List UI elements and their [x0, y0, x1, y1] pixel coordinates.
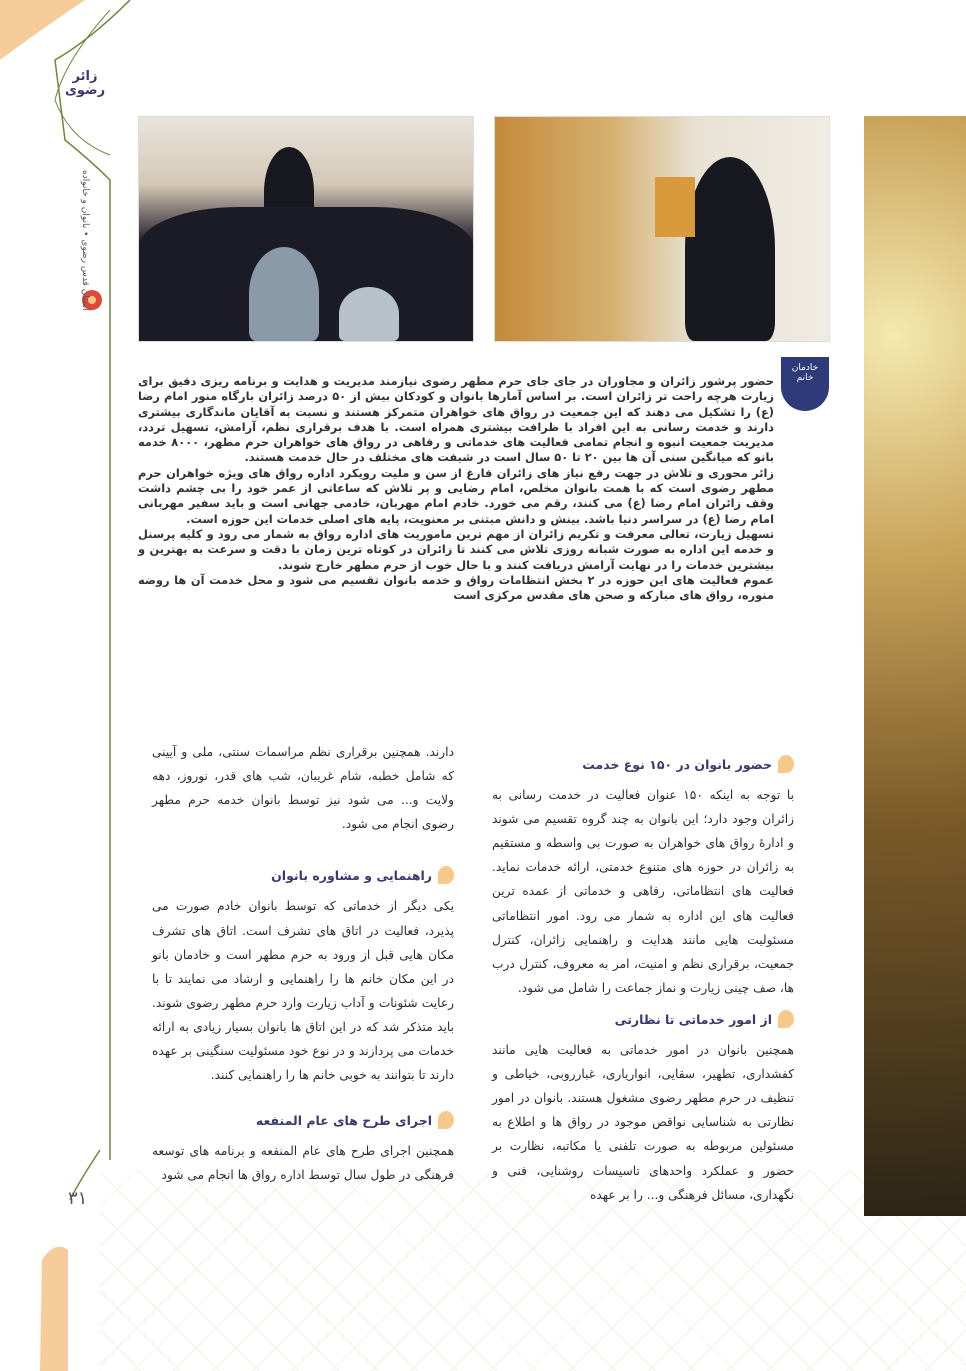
section-heading: راهنمایی و مشاوره بانوان: [152, 864, 454, 888]
photo-women-gathering: [138, 116, 474, 342]
badge-line-2: خانم: [796, 373, 814, 383]
intro-text: [138, 374, 774, 603]
body-paragraph: همچنین بانوان در امور خدماتی به فعالیت هایی مانند کفشداری، تطهیر، سقایی، انواریاری، غبارروبی، خیاطی و تنظیف در حرم مطهر رضوی مشغول هستند. بانوان در امور نظارتی به شناسایی نواقص موجود در رواق ها و اطلاع به مسئولین مربوطه به صورت تلفنی یا مکاتبه، نظارت بر حضور و عملکرد واحدهای تاسیسات روشنایی، فنی و نگهداری، مسائل فرهنگی و... را بر عهده: [492, 1043, 794, 1202]
heading-bullet-icon: [778, 1010, 794, 1028]
heading-bullet-icon: [778, 755, 794, 773]
body-paragraph: یکی دیگر از خدماتی که توسط بانوان خادم صورت می پذیرد، فعالیت در اتاق های تشرف است. اتاق های تشرف مکان هایی قبل از ورود به حرم مطهر است و خادمان بانو در این مکان خانم ها را راهنمایی و ارشاد می نمایند تا با رعایت شئونات و آداب زیارت وارد حرم مطهر رضوی شوند. باید متذکر شد که در این اتاق ها بانوان بسیار زیادی به ارائه خدمات می پردازند و در نوع خود مسئولیت سنگینی بر عهده دارند تا بتوانند به خوبی خانم ها را راهنمایی کنند.: [152, 899, 454, 1083]
photo-woman-reading: [494, 116, 830, 342]
body-paragraph: دارند. همچنین برقراری نظم مراسمات سنتی، ملی و آیینی که شامل خطبه، شام غریبان، شب های قدر، نوروز، دهه ولایت و... می شود نیز توسط بانوان خدمه حرم مطهر رضوی انجام می شود.: [152, 745, 454, 832]
heading-bullet-icon: [438, 1111, 454, 1129]
section-badge: [781, 357, 829, 411]
section-heading: حضور بانوان در ۱۵۰ نوع خدمت: [492, 753, 794, 777]
body-paragraph: با توجه به اینکه ۱۵۰ عنوان فعالیت در خدمت رسانی به زائران وجود دارد؛ این بانوان به چند گروه تقسیم می شوند و ادارۀ رواق های خواهران به صورت بی واسطه و مستقیم به زائران در حوزه های متنوع خدمتی، ارائه خدمات نماید. فعالیت های انتظاماتی، رفاهی و خدماتی از عمده ترین فعالیت های این اداره به شمار می رود. امور انتظاماتی مسئولیت هایی مانند هدایت و راهنمایی زائران، کنترل جمعیت، برقراری نظم و امنیت، امر به معروف، کنترل درب ها، صف چینی زیارت و نماز جماعت را شامل می شود.: [492, 788, 794, 995]
body-paragraph: همچنین اجرای طرح های عام المنفعه و برنامه های توسعه فرهنگی در طول سال توسط اداره رواق ها انجام می شود: [152, 1144, 454, 1183]
side-section-label: آستان قدس رضوی • بانوان و خانواده: [80, 170, 90, 311]
intro-paragraph: حضور پرشور زائران و مجاوران در جای جای حرم مطهر رضوی نیازمند مدیریت و هدایت و برنامه ریزی دقیق برای زیارت هرچه راحت تر زائران است. بر اساس آمارها بانوان و کودکان بیش از ۵۰ درصد زائران بارگاه منور امام رضا (ع) را تشکیل می دهند که این جمعیت در رواق های خواهران متمرکز هستند و نسبت به آقایان ماندگاری بیشتری دارند و خدمت رسانی به این افراد با ظرافت بیشتری همراه است. با هدف برقراری نظم، آرامش، تسهیل تردد، مدیریت جمعیت انبوه و انجام تمامی فعالیت های خدماتی و رفاهی در رواق های خواهران حرم مطهر، ۸۰۰۰ خدمه بانو که میانگین سنی آن ها بین ۲۰ تا ۵۰ سال است در شیفت های مختلف در حال خدمت هستند.: [138, 374, 774, 465]
intro-paragraph: زائر محوری و تلاش در جهت رفع نیاز های زائران فارغ از سن و ملیت رویکرد اداره رواق های ویژه خواهران حرم مطهر رضوی است که با همت بانوان مخلص، امام رضایی و پر تلاش که ساعاتی از عمر خود را بی چشم داشت وقف زائران امام رضا (ع) می کنند، رقم می خورد. خادم امام مهربان، خادمی جهانی است و باید سفیر مهربانی امام رضا (ع) در سراسر دنیا باشد. بینش و دانش مبتنی بر معنویت، پایه های اصلی خدمات این حوزه است.: [138, 465, 774, 526]
section-heading: اجرای طرح های عام المنفعه: [152, 1109, 454, 1133]
magazine-logo: زائر رضوی: [64, 69, 106, 99]
intro-paragraph: عموم فعالیت های این حوزه در ۲ بخش انتظامات رواق و خدمه بانوان تقسیم می شود و محل خدمت آن ها روضه منوره، رواق های مبارکه و صحن های مقدس مرکزی است: [138, 572, 774, 603]
heading-bullet-icon: [438, 866, 454, 884]
page-number: ۳۱: [68, 1188, 88, 1209]
right-column: [492, 745, 794, 1207]
shrine-lights-photo: [864, 116, 966, 1216]
intro-paragraph: تسهیل زیارت، تعالی معرفت و تکریم زائران از مهم ترین ماموریت های اداره رواق به شمار می رود و کلیه پرسنل و خدمه این اداره به صورت شبانه روزی تلاش می کنند تا زائران در کوتاه ترین زمان با دقت و سرعت به بهترین و بیشترین خدمات را در نهایت آرامش دریافت کنند و با حال خوب از حرم مطهر خارج شوند.: [138, 526, 774, 572]
left-column: [152, 740, 454, 1188]
badge-line-1: خادمان: [791, 363, 819, 373]
section-heading: از امور خدماتی تا نظارتی: [492, 1008, 794, 1032]
